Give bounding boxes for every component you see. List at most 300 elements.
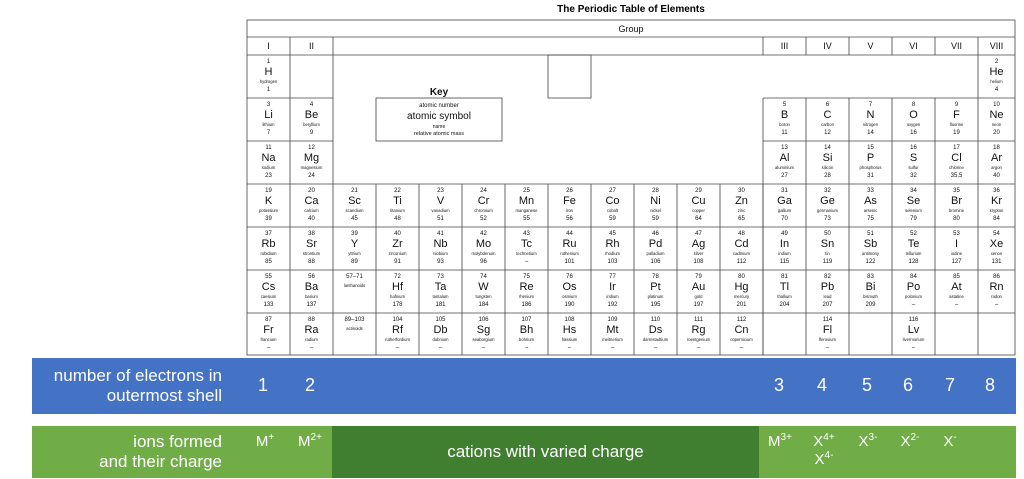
element-name-Ne: neon <box>991 122 1002 127</box>
element-name-Te: tellurium <box>905 251 922 256</box>
element-mass-Sc: 45 <box>351 216 358 222</box>
element-symbol-Hg: Hg <box>734 281 749 293</box>
element-mass-Rb: 85 <box>265 259 272 265</box>
element-number-Sr: 38 <box>308 231 315 237</box>
element-symbol-Mg: Mg <box>303 152 320 164</box>
element-number-Sb: 51 <box>867 231 874 237</box>
element-number-Lv: 116 <box>908 317 919 323</box>
element-mass-Re: 186 <box>521 302 532 308</box>
element-symbol-Ds: Ds <box>648 324 663 336</box>
element-number-Al: 13 <box>781 145 788 151</box>
key-title: Key <box>429 87 449 98</box>
element-number-Rg: 111 <box>693 317 704 323</box>
element-mass-Ra: – <box>309 345 314 351</box>
element-number-Zn: 30 <box>738 188 745 194</box>
element-name-Au: gold <box>694 294 703 299</box>
element-name-Fl: flerovium <box>819 337 836 342</box>
element-mass-Cr: 52 <box>480 216 487 222</box>
element-symbol-Rn: Rn <box>989 281 1004 293</box>
transition-metals-block <box>332 426 759 478</box>
element-name-Pd: palladium <box>646 251 665 256</box>
group-numeral: VII <box>950 41 963 51</box>
element-mass-Rn: – <box>994 302 999 308</box>
element-name-Zr: zirconium <box>388 251 407 256</box>
element-mass-Rf: – <box>395 345 400 351</box>
element-mass-Sg: – <box>481 345 486 351</box>
element-mass-Lv: – <box>911 345 916 351</box>
element-mass-Pt: 195 <box>650 302 661 308</box>
element-symbol-Cn: Cn <box>734 324 749 336</box>
element-mass-Hf: 178 <box>392 302 403 308</box>
element-number-Te: 52 <box>910 231 917 237</box>
group-numeral: I <box>267 41 270 51</box>
element-mass-I: 127 <box>951 259 962 265</box>
element-mass-Ti: 48 <box>394 216 401 222</box>
element-mass-Li: 7 <box>266 130 271 136</box>
element-mass-Bh: – <box>524 345 529 351</box>
element-number-Re: 75 <box>523 274 530 280</box>
element-mass-Si: 28 <box>824 173 831 179</box>
element-name-Lv: livermorium <box>902 337 925 342</box>
element-mass-Ar: 40 <box>993 173 1000 179</box>
element-number-Sc: 21 <box>351 188 358 194</box>
element-symbol-V: V <box>436 195 445 207</box>
element-number-Na: 11 <box>265 145 272 151</box>
element-symbol-Db: Db <box>433 324 448 336</box>
element-symbol-Zr: Zr <box>392 238 403 250</box>
element-name-O: oxygen <box>906 122 921 127</box>
element-symbol-Cs: Cs <box>261 281 276 293</box>
table-frame <box>247 20 1015 355</box>
element-number-Pd: 46 <box>652 231 659 237</box>
element-name-Ni: nickel <box>650 208 661 213</box>
element-symbol-Co: Co <box>605 195 620 207</box>
element-mass-Pb: 207 <box>822 302 833 308</box>
element-symbol-Fr: Fr <box>263 324 274 336</box>
element-symbol-Sr: Sr <box>306 238 317 250</box>
element-mass-Co: 59 <box>609 216 616 222</box>
element-mass-F: 19 <box>953 130 960 136</box>
element-symbol-W: W <box>478 281 489 293</box>
element-symbol-Br: Br <box>951 195 962 207</box>
element-symbol-At: At <box>951 281 962 293</box>
element-number-W: 74 <box>480 274 487 280</box>
element-mass-Sb: 122 <box>865 259 876 265</box>
element-mass-Y: 89 <box>351 259 358 265</box>
element-number-Br: 35 <box>953 188 960 194</box>
element-mass-Tl: 204 <box>779 302 790 308</box>
element-mass-Rg: – <box>696 345 701 351</box>
element-mass-Zr: 91 <box>394 259 401 265</box>
element-symbol-Rh: Rh <box>605 238 620 250</box>
element-number-Cs: 55 <box>265 274 272 280</box>
element-mass-W: 184 <box>478 302 489 308</box>
element-symbol-Bi: Bi <box>865 281 876 293</box>
element-mass-Ge: 73 <box>824 216 831 222</box>
element-symbol-Fl: Fl <box>822 324 833 336</box>
element-number-V: 23 <box>437 188 444 194</box>
element-number-Rb: 37 <box>265 231 272 237</box>
key-name: name <box>432 124 446 130</box>
ion-group-6: $X^{2-}$ <box>900 432 920 450</box>
element-name-lanthanoids: lanthanoids <box>343 283 366 288</box>
element-name-C: carbon <box>821 122 834 127</box>
element-name-B: boron <box>779 122 790 127</box>
element-mass-He: 4 <box>994 87 999 93</box>
element-mass-S: 32 <box>910 173 917 179</box>
element-number-Cn: 112 <box>736 317 747 323</box>
element-symbol-Ta: Ta <box>434 281 447 293</box>
element-symbol-Ag: Ag <box>691 238 706 250</box>
electrons-band <box>32 358 1016 414</box>
element-number-Ar: 18 <box>993 145 1000 151</box>
element-name-Ar: argon <box>991 165 1002 170</box>
element-number-Hf: 72 <box>394 274 401 280</box>
ion-group-5: $X^{3-}$ <box>858 432 878 450</box>
element-number-Au: 79 <box>695 274 702 280</box>
element-number-N: 7 <box>868 102 873 108</box>
element-symbol-Rg: Rg <box>691 324 706 336</box>
element-name-Ta: tantalum <box>432 294 449 299</box>
element-name-Po: polonium <box>905 294 922 299</box>
element-name-At: astatine <box>949 294 964 299</box>
element-number-Tc: 43 <box>523 231 530 237</box>
element-mass-Xe: 131 <box>991 259 1002 265</box>
element-name-Co: cobalt <box>606 208 619 213</box>
element-number-Hs: 108 <box>564 317 575 323</box>
element-symbol-Bh: Bh <box>519 324 534 336</box>
ion-group-7: X- <box>943 432 957 450</box>
element-number-Ta: 73 <box>437 274 444 280</box>
element-mass-As: 75 <box>867 216 874 222</box>
element-symbol-Sg: Sg <box>476 324 491 336</box>
element-name-Mg: magnesium <box>300 165 323 170</box>
element-name-Rh: rhodium <box>604 251 621 256</box>
element-symbol-Y: Y <box>350 238 359 250</box>
element-symbol-P: P <box>866 152 875 164</box>
element-symbol-Pb: Pb <box>820 281 835 293</box>
electrons-group-3: 3 <box>773 375 784 395</box>
element-number-S: 16 <box>910 145 917 151</box>
element-symbol-Se: Se <box>906 195 921 207</box>
element-number-Fr: 87 <box>265 317 272 323</box>
hydrogen-cell <box>548 55 591 98</box>
element-number-Mt: 109 <box>607 317 618 323</box>
element-name-Kr: krypton <box>989 208 1004 213</box>
element-number-Bh: 107 <box>521 317 532 323</box>
element-name-Hf: hafnium <box>390 294 405 299</box>
element-number-In: 49 <box>781 231 788 237</box>
element-symbol-Os: Os <box>562 281 577 293</box>
element-name-Mt: meitnerium <box>602 337 623 342</box>
element-number-Ca: 20 <box>308 188 315 194</box>
element-name-W: tungsten <box>475 294 492 299</box>
element-name-Li: lithium <box>262 122 275 127</box>
element-name-Mo: molybdenum <box>471 251 496 256</box>
element-symbol-Ge: Ge <box>820 195 835 207</box>
element-number-Pb: 82 <box>824 274 831 280</box>
element-number-Rf: 104 <box>392 317 403 323</box>
element-number-Pt: 78 <box>652 274 659 280</box>
element-number-Cd: 48 <box>738 231 745 237</box>
element-symbol-Au: Au <box>691 281 706 293</box>
element-name-Pb: lead <box>823 294 832 299</box>
element-mass-Db: – <box>438 345 443 351</box>
element-name-Ge: germanium <box>817 208 838 213</box>
element-mass-Cn: – <box>739 345 744 351</box>
element-mass-Ta: 181 <box>435 302 446 308</box>
electrons-group-1: 1 <box>257 375 268 395</box>
element-name-Rb: rubidium <box>260 251 277 256</box>
element-symbol-O: O <box>909 109 918 121</box>
element-symbol-S: S <box>909 152 918 164</box>
ions-band-label: ions formed and their charge <box>99 432 222 471</box>
element-name-Be: beryllium <box>303 122 320 127</box>
element-name-Rg: roentgenium <box>686 337 711 342</box>
ions-band <box>32 426 1016 478</box>
element-name-Sc: scandium <box>345 208 364 213</box>
element-name-Tc: technetium <box>516 251 537 256</box>
element-symbol-Hs: Hs <box>562 324 577 336</box>
group-numeral: V <box>867 41 874 51</box>
element-number-Y: 39 <box>351 231 358 237</box>
element-number-Ge: 32 <box>824 188 831 194</box>
element-number-Fe: 26 <box>566 188 573 194</box>
element-name-Y: yttrium <box>348 251 361 256</box>
element-symbol-Mn: Mn <box>518 195 535 207</box>
element-mass-Sn: 119 <box>822 259 833 265</box>
element-symbol-Lv: Lv <box>907 324 920 336</box>
element-name-Al: aluminium <box>774 165 795 170</box>
element-name-He: helium <box>990 79 1003 84</box>
element-mass-Hs: – <box>567 345 572 351</box>
element-name-Cs: caesium <box>260 294 277 299</box>
element-symbol-F: F <box>953 109 960 121</box>
element-mass-Ag: 108 <box>693 259 704 265</box>
element-symbol-Mt: Mt <box>606 324 619 336</box>
element-name-Mn: manganese <box>515 208 538 213</box>
element-symbol-B: B <box>780 109 789 121</box>
element-number-Ga: 31 <box>781 188 788 194</box>
element-name-I: iodine <box>950 251 963 256</box>
element-mass-O: 16 <box>910 130 917 136</box>
element-number-Ds: 110 <box>650 317 661 323</box>
element-name-Cr: chromium <box>474 208 493 213</box>
element-name-Ag: silver <box>693 251 704 256</box>
element-symbol-Sb: Sb <box>863 238 878 250</box>
group-numeral: II <box>308 41 315 51</box>
element-symbol-K: K <box>264 195 273 207</box>
element-mass-Cs: 133 <box>263 302 274 308</box>
element-name-Ga: gallium <box>777 208 792 213</box>
element-symbol-Si: Si <box>822 152 833 164</box>
element-symbol-Rf: Rf <box>392 324 403 336</box>
element-symbol-Pd: Pd <box>648 238 663 250</box>
element-mass-In: 115 <box>779 259 790 265</box>
element-mass-Au: 197 <box>693 302 704 308</box>
element-symbol-Te: Te <box>907 238 920 250</box>
element-name-Ca: calcium <box>304 208 319 213</box>
element-number-At: 85 <box>953 274 960 280</box>
element-name-Bh: bohrium <box>518 337 535 342</box>
element-number-Fl: 114 <box>822 317 833 323</box>
element-symbol-Kr: Kr <box>991 195 1002 207</box>
element-name-Re: rhenium <box>518 294 535 299</box>
element-name-Sg: seaborgium <box>472 337 495 342</box>
element-mass-Ds: – <box>653 345 658 351</box>
element-symbol-Pt: Pt <box>650 281 661 293</box>
element-mass-Rh: 103 <box>607 259 618 265</box>
element-number-Mg: 12 <box>308 145 315 151</box>
group-numeral: VIII <box>989 41 1004 51</box>
element-number-group: 57–71 <box>346 274 363 280</box>
element-number-H: 1 <box>266 59 271 65</box>
element-number-Sg: 106 <box>478 317 489 323</box>
element-mass-Cd: 112 <box>736 259 747 265</box>
element-name-In: indium <box>778 251 791 256</box>
element-symbol-Ba: Ba <box>304 281 319 293</box>
element-number-Ba: 56 <box>308 274 315 280</box>
element-mass-Te: 128 <box>908 259 919 265</box>
element-name-Fr: francium <box>260 337 277 342</box>
element-name-Pt: platinum <box>647 294 664 299</box>
element-mass-H: 1 <box>266 87 271 93</box>
element-symbol-Zn: Zn <box>735 195 748 207</box>
element-mass-Po: – <box>911 302 916 308</box>
element-mass-Mn: 55 <box>523 216 530 222</box>
element-mass-C: 12 <box>824 130 831 136</box>
element-symbol-Sn: Sn <box>820 238 835 250</box>
element-mass-Ir: 192 <box>607 302 618 308</box>
electrons-group-5: 5 <box>861 375 872 395</box>
element-mass-Mo: 96 <box>480 259 487 265</box>
element-number-Be: 4 <box>309 102 314 108</box>
element-mass-Ni: 59 <box>652 216 659 222</box>
element-mass-Ne: 20 <box>993 130 1000 136</box>
element-number-Rn: 86 <box>993 274 1000 280</box>
element-number-I: 53 <box>953 231 960 237</box>
element-number-Ag: 47 <box>695 231 702 237</box>
element-name-S: sulfur <box>908 165 919 170</box>
element-number-Db: 105 <box>435 317 446 323</box>
element-number-Tl: 81 <box>781 274 788 280</box>
element-number-Hg: 80 <box>738 274 745 280</box>
key-atomic-symbol: atomic symbol <box>407 111 471 122</box>
element-name-Br: bromine <box>948 208 965 213</box>
element-name-N: nitrogen <box>862 122 879 127</box>
element-mass-Kr: 84 <box>993 216 1000 222</box>
element-symbol-Cl: Cl <box>951 152 962 164</box>
element-mass-K: 39 <box>265 216 272 222</box>
element-mass-Mg: 24 <box>308 173 315 179</box>
element-name-Hg: mercury <box>733 294 750 299</box>
element-symbol-I: I <box>954 238 959 250</box>
element-mass-Se: 79 <box>910 216 917 222</box>
electrons-group-6: 6 <box>902 375 913 395</box>
element-mass-Cl: 35.5 <box>950 173 963 179</box>
element-name-Ra: radium <box>305 337 318 342</box>
key-relative-atomic-mass: relative atomic mass <box>413 131 465 137</box>
element-name-Se: selenium <box>905 208 922 213</box>
element-number-F: 9 <box>954 102 959 108</box>
element-mass-Bi: 209 <box>865 302 876 308</box>
element-name-Ba: barium <box>305 294 318 299</box>
element-mass-Ba: 137 <box>306 302 317 308</box>
element-mass-Fe: 56 <box>566 216 573 222</box>
element-symbol-Li: Li <box>264 109 273 121</box>
element-symbol-Ir: Ir <box>609 281 616 293</box>
group-heading: Group <box>618 24 644 34</box>
element-symbol-Ar: Ar <box>991 152 1002 164</box>
element-number-B: 5 <box>782 102 787 108</box>
element-name-Sr: strontium <box>302 251 321 256</box>
element-number-Mn: 25 <box>523 188 530 194</box>
element-name-Os: osmium <box>562 294 577 299</box>
element-mass-Ga: 70 <box>781 216 788 222</box>
element-symbol-Mo: Mo <box>475 238 492 250</box>
electrons-group-8: 8 <box>984 375 995 395</box>
element-symbol-Be: Be <box>304 109 319 121</box>
ion-group-1: M+ <box>255 432 275 450</box>
group-numeral: VI <box>909 41 918 51</box>
element-name-Tl: thallium <box>777 294 792 299</box>
element-mass-Hg: 201 <box>736 302 747 308</box>
element-mass-At: – <box>954 302 959 308</box>
element-number-Po: 84 <box>910 274 917 280</box>
element-number-P: 15 <box>867 145 874 151</box>
element-name-Ru: ruthenium <box>560 251 579 256</box>
element-name-Zn: zinc <box>737 208 746 213</box>
element-number-As: 33 <box>867 188 874 194</box>
element-number-Rh: 45 <box>609 231 616 237</box>
element-symbol-Fe: Fe <box>563 195 576 207</box>
element-symbol-Nb: Nb <box>433 238 448 250</box>
element-number-Si: 14 <box>824 145 831 151</box>
element-name-Cu: copper <box>692 208 705 213</box>
element-symbol-N: N <box>866 109 875 121</box>
transition-metals-label: cations with varied charge <box>447 442 644 461</box>
electrons-band-label: number of electrons in outermost shell <box>53 366 222 405</box>
ion-group-3: $M^{3+}$ <box>768 432 792 450</box>
element-mass-Br: 80 <box>953 216 960 222</box>
element-name-Hs: hassium <box>561 337 578 342</box>
element-symbol-Ru: Ru <box>562 238 577 250</box>
element-number-Li: 3 <box>266 102 271 108</box>
element-mass-P: 31 <box>867 173 874 179</box>
element-number-He: 2 <box>994 59 999 65</box>
element-symbol-Rb: Rb <box>261 238 276 250</box>
element-number-Se: 34 <box>910 188 917 194</box>
element-name-Ds: darmstadtium <box>642 337 669 342</box>
element-symbol-C: C <box>823 109 832 121</box>
element-symbol-Al: Al <box>779 152 790 164</box>
element-mass-Pd: 106 <box>650 259 661 265</box>
element-mass-N: 14 <box>867 130 874 136</box>
element-number-Sn: 50 <box>824 231 831 237</box>
element-number-C: 6 <box>825 102 830 108</box>
element-number-Ra: 88 <box>308 317 315 323</box>
element-name-Ir: iridium <box>606 294 619 299</box>
element-name-Rf: rutherfordium <box>385 337 410 342</box>
element-symbol-Ti: Ti <box>393 195 402 207</box>
element-symbol-As: As <box>864 195 877 207</box>
element-name-Nb: niobium <box>433 251 448 256</box>
element-symbol-In: In <box>779 238 790 250</box>
element-mass-Os: 190 <box>564 302 575 308</box>
table-title: The Periodic Table of Elements <box>557 4 705 15</box>
element-number-Ir: 77 <box>609 274 616 280</box>
element-number-Ti: 22 <box>394 188 401 194</box>
